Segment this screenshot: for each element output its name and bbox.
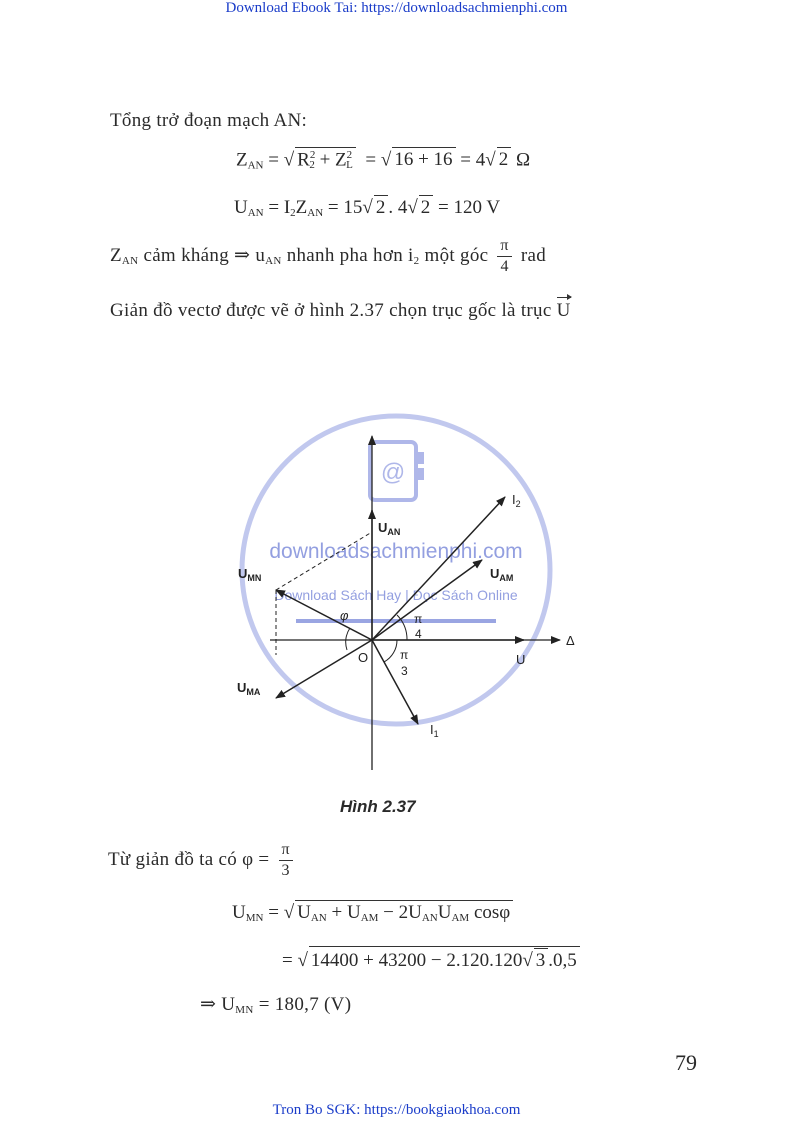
label-uam: $U_{AM}$ xyxy=(490,566,514,583)
watermark xyxy=(242,416,550,724)
label-uma: $U_{MA}$ xyxy=(237,680,261,697)
header-link[interactable]: Download Ebook Tai: https://downloadsachmienphi.com xyxy=(225,0,568,16)
label-u: U xyxy=(516,652,526,667)
equation-uan: $U_{AN} = I_2Z_{AN} = 15√$ 2 . 4√ 2 = 120 V xyxy=(234,197,501,219)
page-number: 79 xyxy=(675,1050,697,1075)
text-line-3: Giản đồ vectơ được vẽ ở hình 2.37 chọn trục gốc là trục U xyxy=(110,300,571,321)
vector-i1 xyxy=(372,640,418,724)
label-pi4-den: 4 xyxy=(415,627,422,641)
equation-umn: $U_{MN}$ = √ $U_{AN} + U_{AM} - 2U_{AN}U_{AM}$ cosφ xyxy=(232,900,513,924)
text-line-2: $Z_{AN}$ cảm kháng ⇒ $u_{AN}$ nhanh pha hơn $i_2$ một góc $\frac{\pi}{4}$ rad xyxy=(110,237,547,275)
label-pi4-num: π xyxy=(414,612,423,626)
equation-zan: $Z_{AN}$ = √ $R^2_2 + Z^2_L$ = √ 16 + 16 = 4√ 2 Ω xyxy=(236,149,531,172)
watermark-site: downloadsachmienphi.com xyxy=(269,540,523,563)
vector-diagram xyxy=(200,400,600,780)
figure-caption: Hình 2.37 xyxy=(340,797,416,816)
svg-text:@: @ xyxy=(380,459,406,486)
text-line-1: Tổng trở đoạn mạch AN: xyxy=(110,110,308,131)
label-pi3-den: 3 xyxy=(401,664,408,678)
label-origin: O xyxy=(358,650,369,665)
label-phi: φ xyxy=(340,608,349,623)
arc-phi xyxy=(346,628,350,650)
equation-umn-numeric: = √ 14400 + 43200 − 2.120.120√ 3 .0,5 xyxy=(282,946,580,972)
label-delta: Δ xyxy=(566,633,575,648)
vector-uma xyxy=(276,640,372,698)
text-line-5: ⇒ $U_{MN} = 180,7$ (V) xyxy=(200,994,352,1016)
footer-link[interactable]: Tron Bo SGK: https://bookgiaokhoa.com xyxy=(272,1102,521,1118)
label-uan: $U_{AN}$ xyxy=(378,520,401,537)
label-pi3-num: π xyxy=(400,648,409,662)
vector-i2 xyxy=(372,497,505,640)
label-i2: $I_2$ xyxy=(512,492,521,509)
watermark-tagline: Download Sách Hay | Đọc Sách Online xyxy=(274,587,518,603)
text-line-4: Từ giản đồ ta có φ = $\frac{\pi}{3}$ xyxy=(108,840,297,881)
watermark-book-icon xyxy=(370,442,424,500)
arc-pi3 xyxy=(384,640,397,662)
label-umn: $U_{MN}$ xyxy=(238,566,262,583)
label-i1: $I_1$ xyxy=(430,722,439,739)
